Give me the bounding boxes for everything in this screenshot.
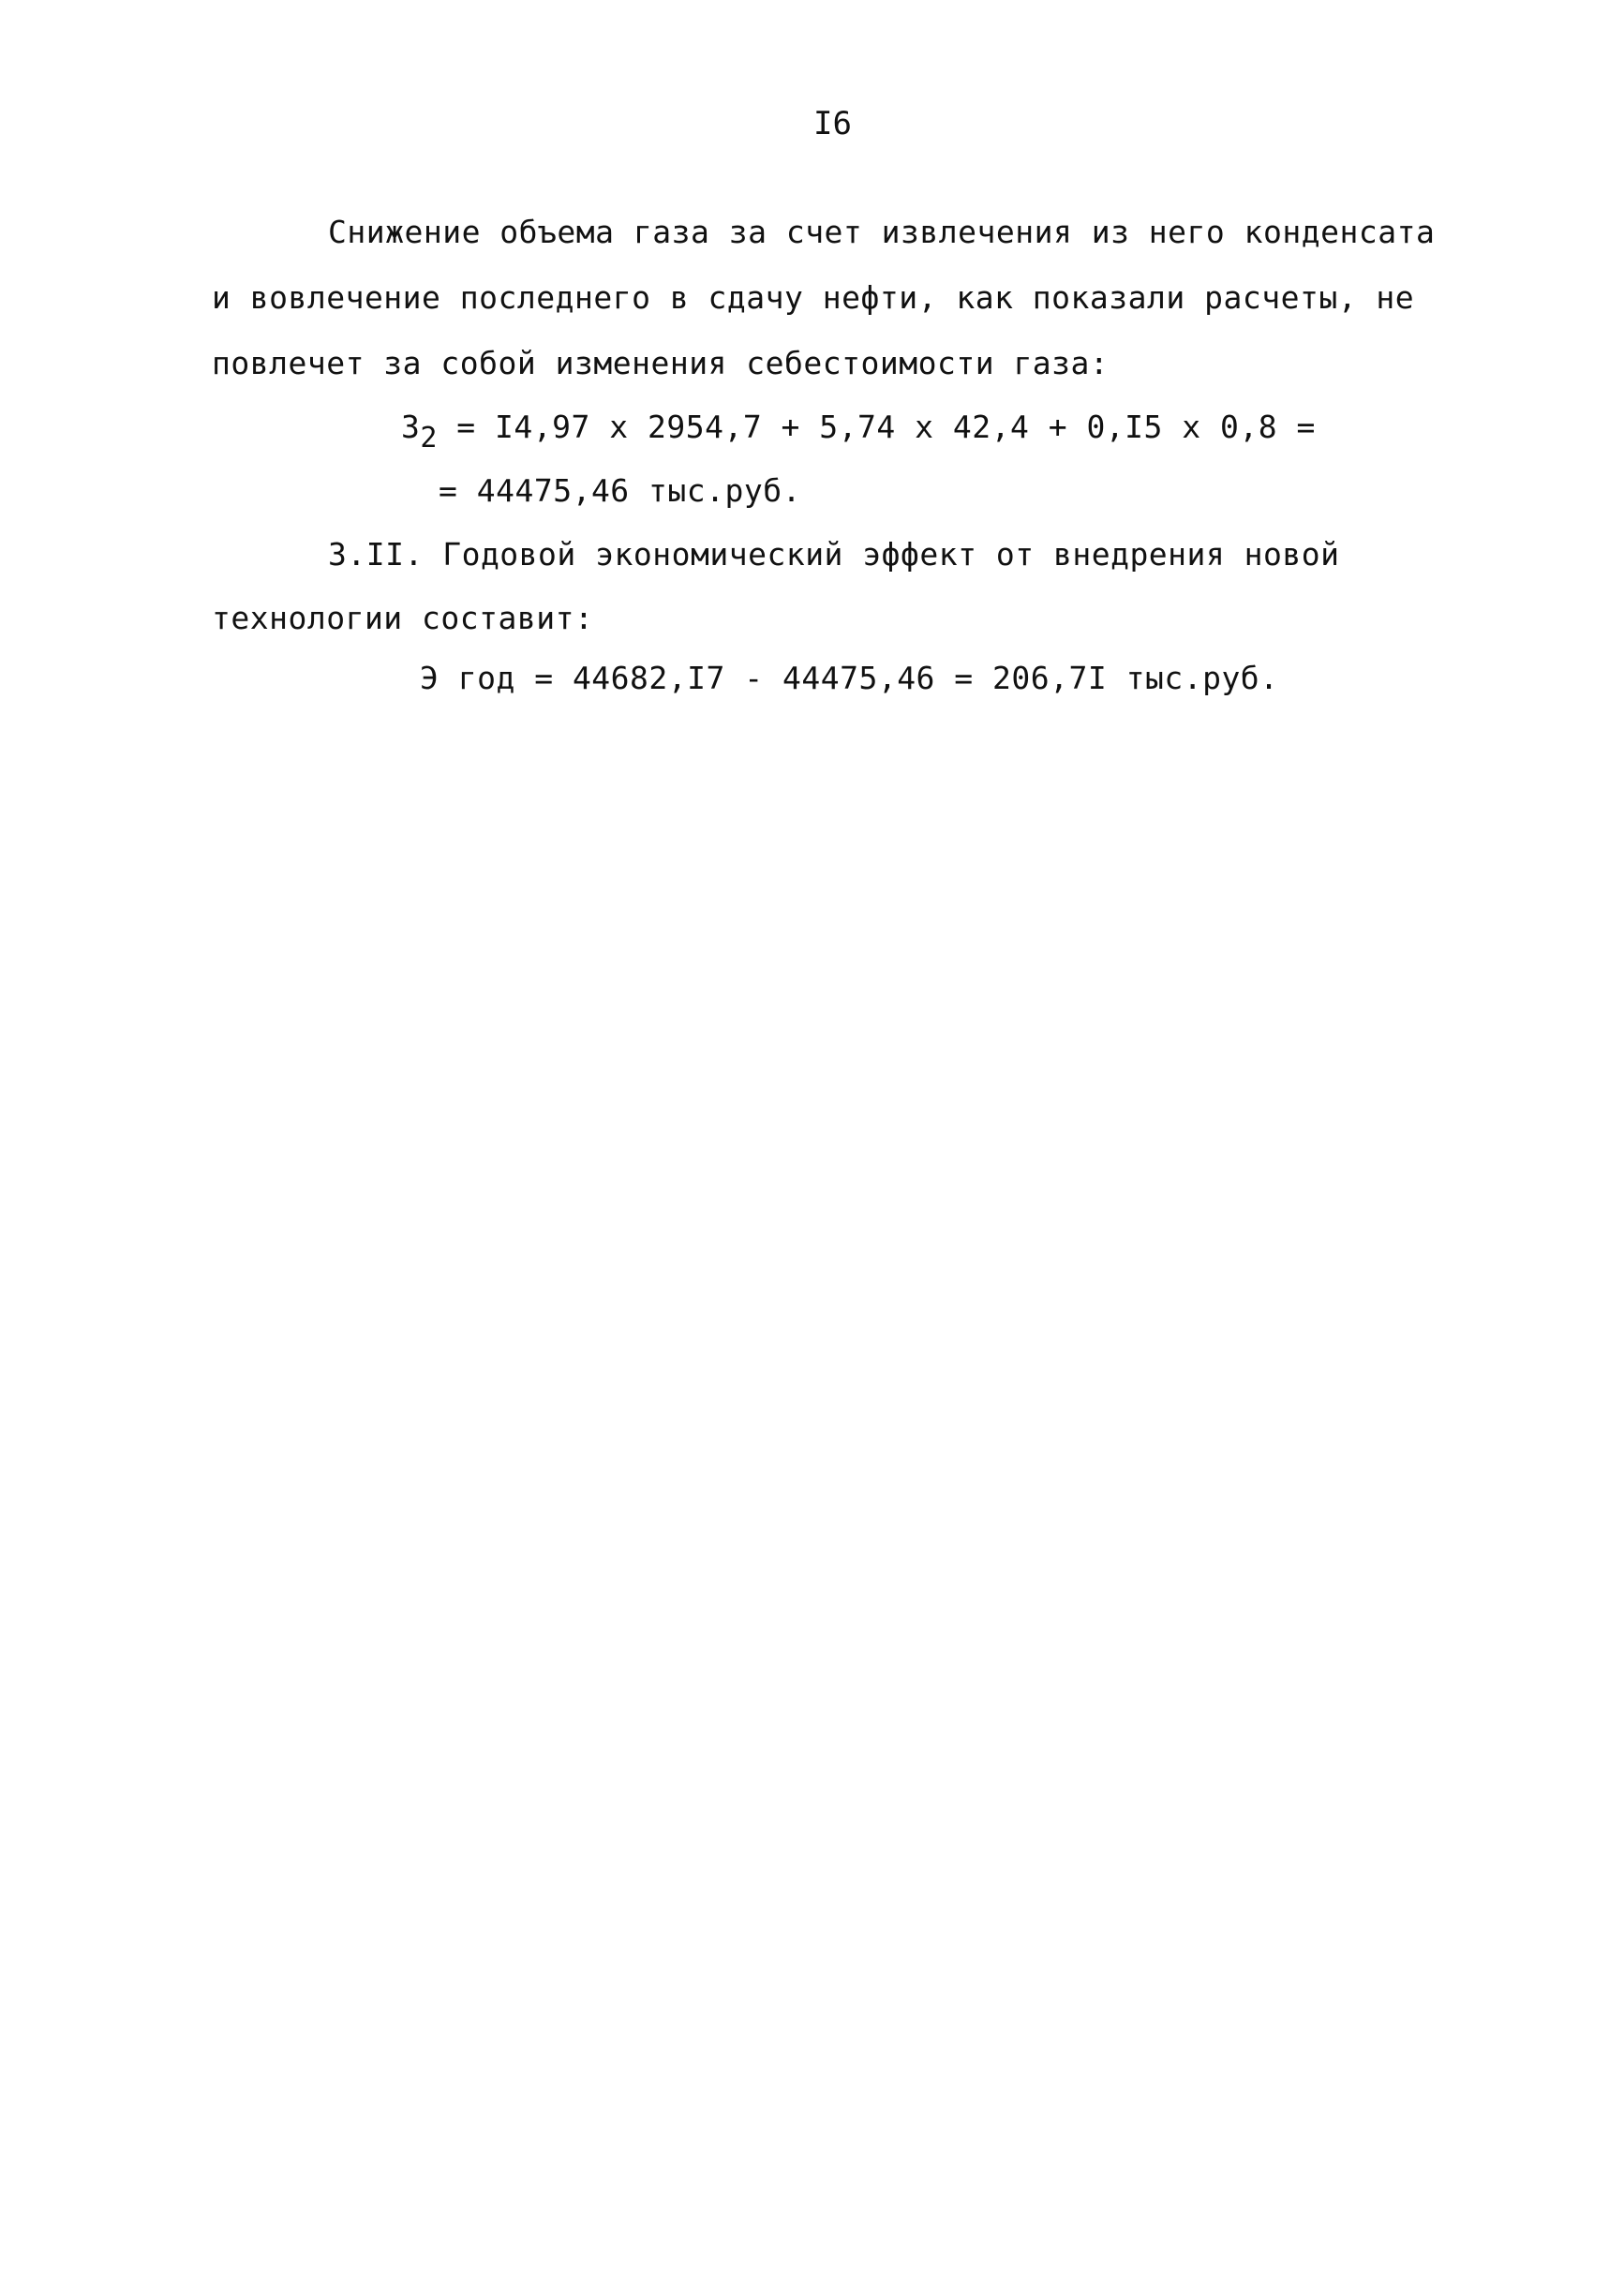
formula-cost-z2: [401, 409, 1316, 454]
formula-annual-effect: Э год = 44682,I7 - 44475,46 = 206,7I тыс.руб.: [420, 660, 1279, 696]
page-number: I6: [813, 105, 852, 142]
formula-cost-z2-result: = 44475,46 тыс.руб.: [439, 472, 801, 509]
formula-subscript: 2: [420, 422, 438, 454]
formula-rhs: = I4,97 x 2954,7 + 5,74 x 42,4 + 0,I5 x 0,8 =: [437, 409, 1316, 445]
paragraph-line-2: и вовлечение последнего в сдачу нефти, как показали расчеты, не: [212, 279, 1415, 316]
formula-symbol: З: [401, 409, 421, 445]
section-3-11-line-1: 3.II. Годовой экономический эффект от внедрения новой: [328, 536, 1340, 573]
paragraph-line-1: Снижение объема газа за счет извлечения из него конденсата: [328, 214, 1436, 250]
paragraph-line-3: повлечет за собой изменения себестоимости газа:: [212, 345, 1110, 381]
section-3-11-line-2: технологии составит:: [212, 600, 594, 636]
